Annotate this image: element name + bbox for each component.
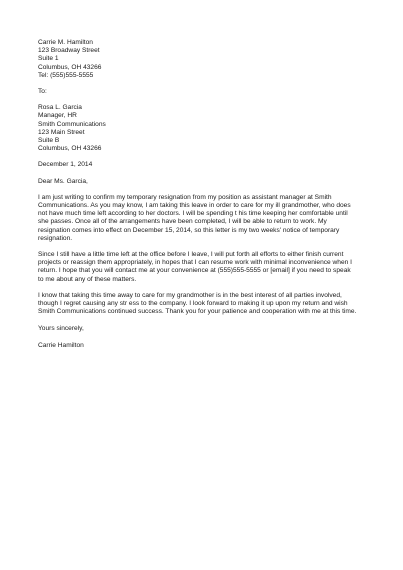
paragraph-line: though I regret causing any str ess to the company. I look forward to making it up upon my return and wish	[38, 300, 348, 308]
paragraph-line: projects or reassign them appropriately, in hopes that I can resume work with minimal inconvenience when I	[38, 259, 352, 267]
recipient-name: Rosa L. Garcia	[38, 104, 82, 112]
paragraph-line: to me about any of these matters.	[38, 275, 137, 283]
recipient-street: 123 Main Street	[38, 128, 85, 136]
salutation: Dear Ms. Garcia,	[38, 177, 88, 185]
recipient-address	[38, 104, 370, 153]
paragraph-2	[38, 251, 370, 284]
paragraph-line: Smith Communications continued success. Thank you for your patience and cooperation with me at this time.	[38, 308, 357, 316]
sender-name: Carrie M. Hamilton	[38, 39, 93, 46]
recipient-title: Manager, HR	[38, 112, 77, 120]
recipient-suite: Suite B	[38, 137, 60, 145]
sender-address	[38, 39, 370, 80]
recipient-city: Columbus, OH 43266	[38, 145, 102, 153]
paragraph-line: Since I still have a little time left at the office before I leave, I will put forth all efforts to either finish current	[38, 251, 344, 259]
sender-street: 123 Broadway Street	[38, 47, 100, 55]
paragraph-line: I know that taking this time away to care for my grandmother is in the best interest of all parties involved,	[38, 291, 342, 299]
sender-city: Columbus, OH 43266	[38, 63, 102, 71]
sender-suite: Suite 1	[38, 55, 59, 63]
paragraph-line: not have much time left according to her doctors. I will be spending t his time keeping her comfortable until	[38, 210, 348, 218]
to-label: To:	[38, 88, 47, 96]
letter-date: December 1, 2014	[38, 161, 93, 169]
recipient-company: Smith Communications	[38, 120, 106, 128]
paragraph-line: she passes. Once all of the arrangements have been completed, I will be able to return to work. My	[38, 218, 327, 226]
paragraph-line: I am just writing to confirm my temporary resignation from my position as assistant manager at Smith	[38, 193, 332, 201]
letter-body	[38, 39, 370, 350]
paragraph-3	[38, 292, 370, 317]
sender-tel: Tel: (555)555-5555	[38, 71, 94, 79]
paragraph-line: return. I hope that you will contact me at your convenience at (555)555-5555 or [email] if you need to speak	[38, 267, 351, 275]
closing: Yours sincerely,	[38, 325, 84, 333]
paragraph-line: Communications. As you may know, I am taking this leave in order to care for my ill grandmother, who does	[38, 202, 351, 210]
paragraph-line: resignation comes into effect on December 15, 2014, so this letter is my two weeks' notice of temporary	[38, 226, 340, 234]
signature: Carrie Hamilton	[38, 341, 84, 349]
paragraph-1	[38, 194, 370, 243]
paragraph-line: resignation.	[38, 234, 73, 242]
